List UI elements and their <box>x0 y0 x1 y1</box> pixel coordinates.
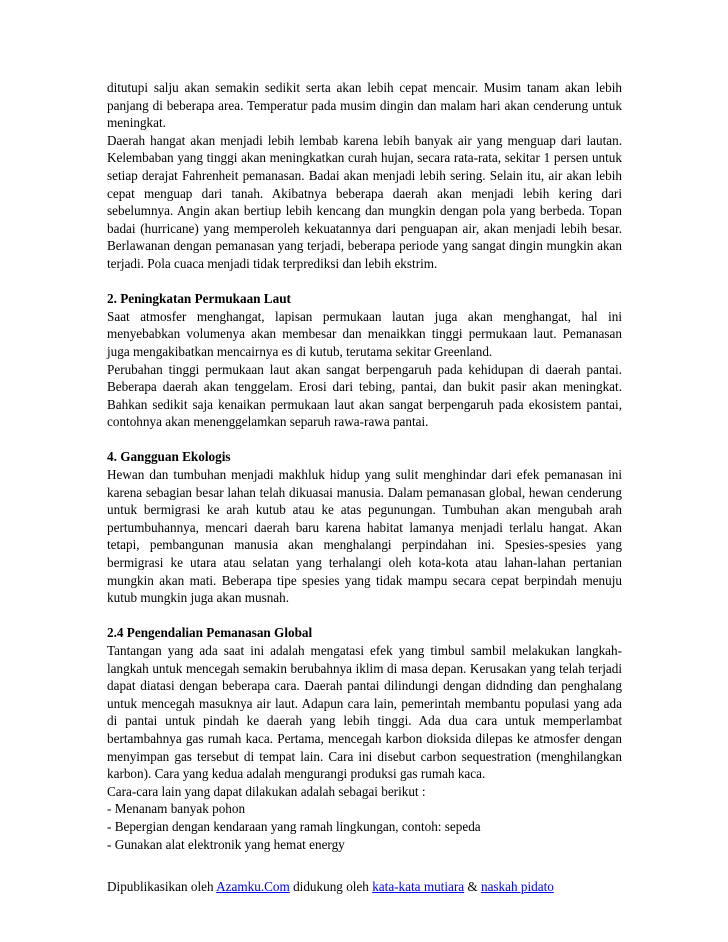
footer-amp: & <box>464 879 481 894</box>
list-item: - Bepergian dengan kendaraan yang ramah lingkungan, contoh: sepeda <box>107 818 481 834</box>
footer <box>107 878 667 896</box>
control-paragraph-2: Cara-cara lain yang dapat dilakukan adalah sebagai berikut : <box>107 783 426 799</box>
section-heading-ecology: 4. Gangguan Ekologis <box>107 449 231 465</box>
footer-prefix: Dipublikasikan oleh <box>107 879 217 894</box>
document-body <box>107 79 622 853</box>
azamku-link[interactable]: Azamku.Com <box>216 879 290 894</box>
ecology-paragraph: Hewan dan tumbuhan menjadi makhluk hidup yang sulit menghindar dari efek pemanasan ini karena sebagian besar lahan telah dikuasai manusia. Dalam pemanasan global, hewan cenderung untuk bermigrasi ke arah kutub atau ke atas pegunungan. Tumbuhan akan mengubah arah pertumbuhannya, mencari daerah baru karena habitat lamanya menjadi terlalu hangat. Akan tetapi, pembangunan manusia akan menghalangi perpindahan ini. Spesies-spesies yang bermigrasi ke utara atau selatan yang terhalangi oleh kota-kota atau lahan-lahan pertanian mungkin akan mati. Beberapa tipe spesies yang tidak mampu secara cepat berpindah menuju kutub mungkin juga akan musnah. <box>107 467 622 606</box>
section-heading-sea-level: 2. Peningkatan Permukaan Laut <box>107 291 291 307</box>
section-heading-control: 2.4 Pengendalian Pemanasan Global <box>107 625 313 641</box>
control-paragraph-1: Tantangan yang ada saat ini adalah mengatasi efek yang timbul sambil melakukan langkah-langkah untuk mencegah semakin berubahnya iklim di masa depan. Kerusakan yang telah terjadi dapat diatasi dengan beberapa cara. Daerah pantai dilindungi dengan didnding dan penghalang untuk mencegah masuknya air laut. Adapun cara lain, pemerintah membantu populasi yang ada di pantai untuk pindah ke daerah yang lebih tinggi. Ada dua cara untuk memperlambat bertambahnya gas rumah kaca. Pertama, mencegah karbon dioksida dilepas ke atmosfer dengan menyimpan gas tersebut di tempat lain. Cara ini disebut carbon sequestration (menghilangkan karbon). Cara yang kedua adalah mengurangi produksi gas rumah kaca. <box>107 643 622 782</box>
naskah-pidato-link[interactable]: naskah pidato <box>480 879 554 894</box>
list-item: - Menanam banyak pohon <box>107 801 246 817</box>
sea-level-paragraph-2: Perubahan tinggi permukaan laut akan sangat berpengaruh pada kehidupan di daerah pantai. Beberapa daerah akan tenggelam. Erosi dari tebing, pantai, dan bukit pasir akan meningkat. Bahkan sedikit saja kenaikan permukaan laut akan sangat berpengaruh pada ekosistem pantai, contohnya akan menenggelamkan separuh rawa-rawa pantai. <box>107 361 622 430</box>
intro-paragraph-2: Daerah hangat akan menjadi lebih lembab karena lebih banyak air yang menguap dari lautan. Kelembaban yang tinggi akan meningkatkan curah hujan, secara rata-rata, sekitar 1 persen untuk setiap derajat Fahrenheit pemanasan. Badai akan menjadi lebih sering. Selain itu, air akan lebih cepat menguap dari tanah. Akibatnya beberapa daerah akan menjadi lebih kering dari sebelumnya. Angin akan bertiup lebih kencang dan mungkin dengan pola yang berbeda. Topan badai (hurricane) yang memperoleh kekuatannya dari penguapan air, akan menjadi lebih besar. Berlawanan dengan pemanasan yang terjadi, beberapa periode yang sangat dingin mungkin akan terjadi. Pola cuaca menjadi tidak terprediksi dan lebih ekstrim. <box>107 132 622 271</box>
control-list <box>107 800 622 853</box>
list-item: - Gunakan alat elektronik yang hemat energy <box>107 836 345 852</box>
intro-paragraph-1: ditutupi salju akan semakin sedikit serta akan lebih cepat mencair. Musim tanam akan lebih panjang di beberapa area. Temperatur pada musim dingin dan malam hari akan cenderung untuk meningkat. <box>107 80 622 131</box>
footer-mid: didukung oleh <box>289 879 373 894</box>
kata-mutiara-link[interactable]: kata-kata mutiara <box>372 879 465 894</box>
sea-level-paragraph-1: Saat atmosfer menghangat, lapisan permukaan lautan juga akan menghangat, hal ini menyebabkan volumenya akan membesar dan menaikkan tinggi permukaan laut. Pemanasan juga mengakibatkan mencairnya es di kutub, terutama sekitar Greenland. <box>107 308 622 359</box>
